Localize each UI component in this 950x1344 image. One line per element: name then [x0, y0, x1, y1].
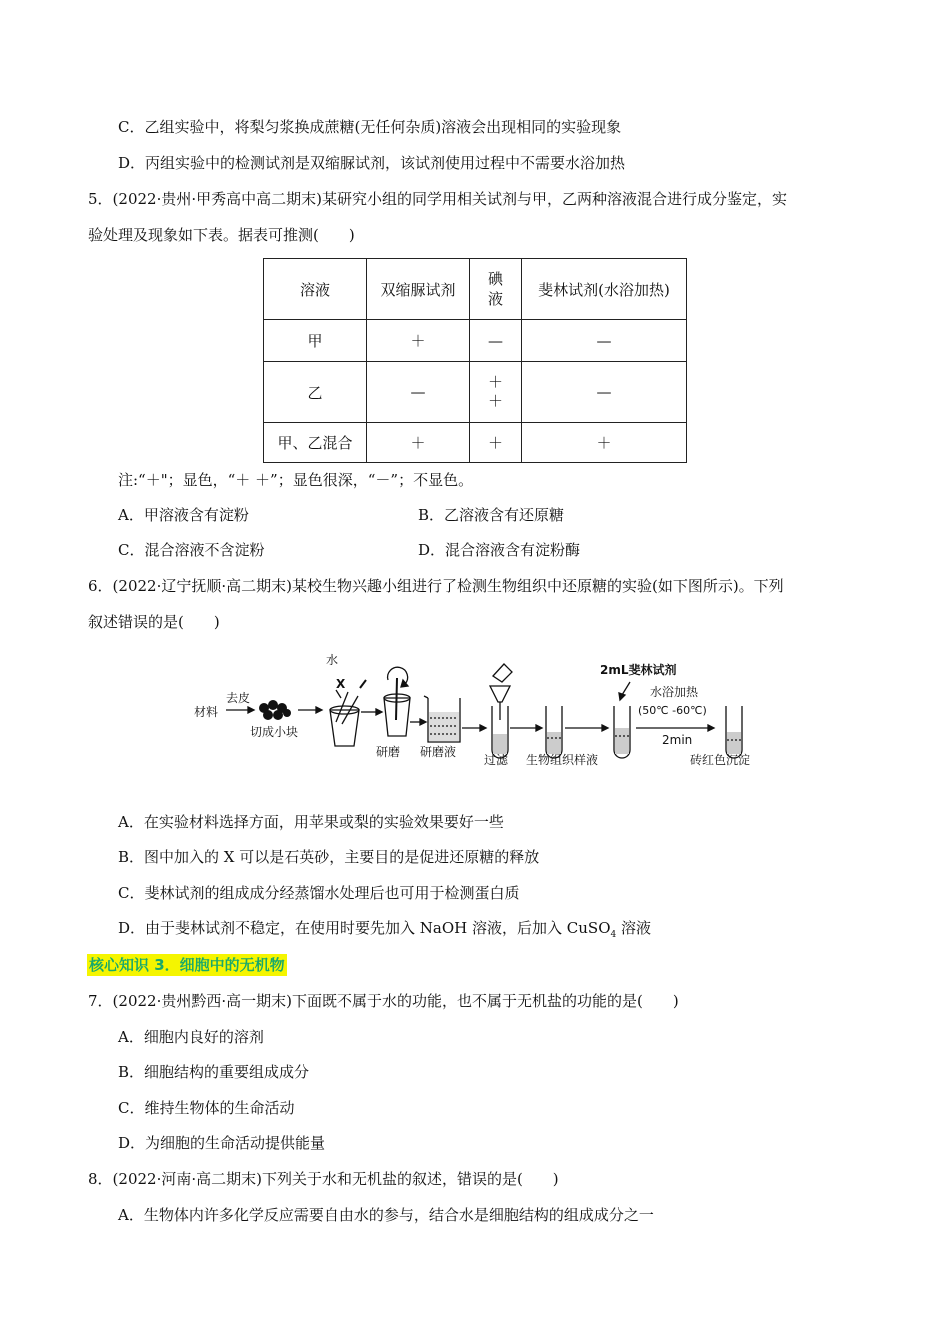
- q5-stem-line2: 验处理及现象如下表。据表可推测( ): [88, 226, 355, 244]
- table-row: [264, 320, 687, 362]
- q8-option-a: A．生物体内许多化学反应需要自由水的参与，结合水是细胞结构的组成成分之一: [118, 1206, 654, 1224]
- q7-stem: 7．(2022·贵州黔西·高一期末)下面既不属于水的功能，也不属于无机盐的功能的是( ): [88, 992, 679, 1010]
- label-filter: 过滤: [484, 753, 509, 767]
- q5-option-b: B．乙溶液含有还原糖: [418, 506, 565, 524]
- beaker-icon: [424, 696, 460, 742]
- q5-table: [263, 258, 687, 463]
- q6-stem-line1: 6．(2022·辽宁抚顺·高二期末)某校生物兴趣小组进行了检测生物组织中还原糖的实验(如下图所示)。下列: [88, 577, 784, 595]
- q7-option-d: D．为细胞的生命活动提供能量: [118, 1134, 326, 1152]
- q6-stem-line2: 叙述错误的是( ): [88, 613, 220, 631]
- label-time: 2min: [662, 733, 693, 747]
- arrow-head: [619, 693, 625, 700]
- table-cell: —: [367, 362, 470, 423]
- arrow-head: [480, 725, 486, 731]
- label-sample: 生物组织样液: [526, 753, 599, 767]
- pointer-reagent: [622, 682, 630, 695]
- q5-note: 注:“＋"；显色，“＋ ＋”；显色很深，“－”；不显色。: [118, 471, 474, 489]
- sample-tube-icon: [546, 706, 562, 758]
- q5-stem-line1: 5．(2022·贵州·甲秀高中高二期末)某研究小组的同学用相关试剂与甲，乙两种溶液混合进行成分鉴定，实: [88, 190, 787, 208]
- label-water: 水: [326, 653, 339, 667]
- table-cell: ＋: [522, 423, 687, 463]
- table-cell: —: [522, 362, 687, 423]
- q7-option-b: B．细胞结构的重要组成成分: [118, 1063, 310, 1081]
- q7-option-c: C．维持生物体的生命活动: [118, 1099, 295, 1117]
- q6-option-c: C．斐林试剂的组成成分经蒸馏水处理后也可用于检测蛋白质: [118, 884, 520, 902]
- table-cell: 甲: [264, 320, 367, 362]
- label-fehling: 2mL斐林试剂: [600, 663, 677, 677]
- table-cell: —: [470, 320, 522, 362]
- label-material: 材料: [194, 705, 219, 719]
- chopped-pieces-icon: [259, 700, 291, 720]
- q4-option-c: C．乙组实验中，将梨匀浆换成蔗糖(无任何杂质)溶液会出现相同的实验现象: [118, 118, 622, 136]
- arrow-head: [536, 725, 542, 731]
- label-result: 砖红色沉淀: [690, 753, 751, 767]
- table-cell: ＋＋: [470, 362, 522, 423]
- table-cell: ＋: [367, 320, 470, 362]
- q5-option-d: D．混合溶液含有淀粉酶: [418, 541, 581, 559]
- result-tube-icon: [726, 706, 742, 758]
- arrow-head: [708, 725, 714, 731]
- label-bath: 水浴加热: [650, 685, 699, 699]
- arrow-head: [602, 725, 608, 731]
- table-cell: ＋: [470, 423, 522, 463]
- arrow-head: [376, 709, 382, 715]
- table-header: 碘液: [470, 259, 522, 320]
- table-header: 双缩脲试剂: [367, 259, 470, 320]
- label-peel: 去皮: [226, 691, 251, 705]
- q5-option-c: C．混合溶液不含淀粉: [118, 541, 265, 559]
- table-row: [264, 362, 687, 423]
- section-heading: 核心知识 3．细胞中的无机物: [89, 956, 285, 974]
- q6-option-b: B．图中加入的 X 可以是石英砂，主要目的是促进还原糖的释放: [118, 848, 540, 866]
- label-grind-liquid: 研磨液: [420, 745, 457, 759]
- arrow-head: [248, 707, 254, 713]
- label-x: X: [336, 677, 346, 691]
- reagent-tube-icon: [614, 706, 630, 758]
- table-cell: 甲、乙混合: [264, 423, 367, 463]
- grinding-cup-icon: [384, 667, 410, 736]
- q7-option-a: A．细胞内良好的溶剂: [118, 1028, 264, 1046]
- q6-option-a: A．在实验材料选择方面，用苹果或梨的实验效果要好一些: [118, 813, 504, 831]
- q5-option-a: A．甲溶液含有淀粉: [118, 506, 249, 524]
- q6-experiment-figure: [190, 650, 770, 780]
- label-cut: 切成小块: [250, 725, 299, 739]
- table-header: 溶液: [264, 259, 367, 320]
- label-temp: (50℃ -60℃): [638, 704, 707, 717]
- q8-stem: 8．(2022·河南·高二期末)下列关于水和无机盐的叙述，错误的是( ): [88, 1170, 559, 1188]
- label-grind: 研磨: [376, 745, 401, 759]
- arrow-head: [316, 707, 322, 713]
- arrow-head: [420, 719, 426, 725]
- table-cell: 乙: [264, 362, 367, 423]
- table-cell: —: [522, 320, 687, 362]
- q4-option-d: D．丙组实验中的检测试剂是双缩脲试剂，该试剂使用过程中不需要水浴加热: [118, 154, 626, 172]
- table-row: [264, 423, 687, 463]
- funnel-tube-icon: [490, 664, 512, 758]
- table-cell: ＋: [367, 423, 470, 463]
- table-header: 斐林试剂(水浴加热): [522, 259, 687, 320]
- q6-option-d: D．由于斐林试剂不稳定，在使用时要先加入 NaOH 溶液，后加入 CuSO$_4$ 溶液: [118, 919, 652, 940]
